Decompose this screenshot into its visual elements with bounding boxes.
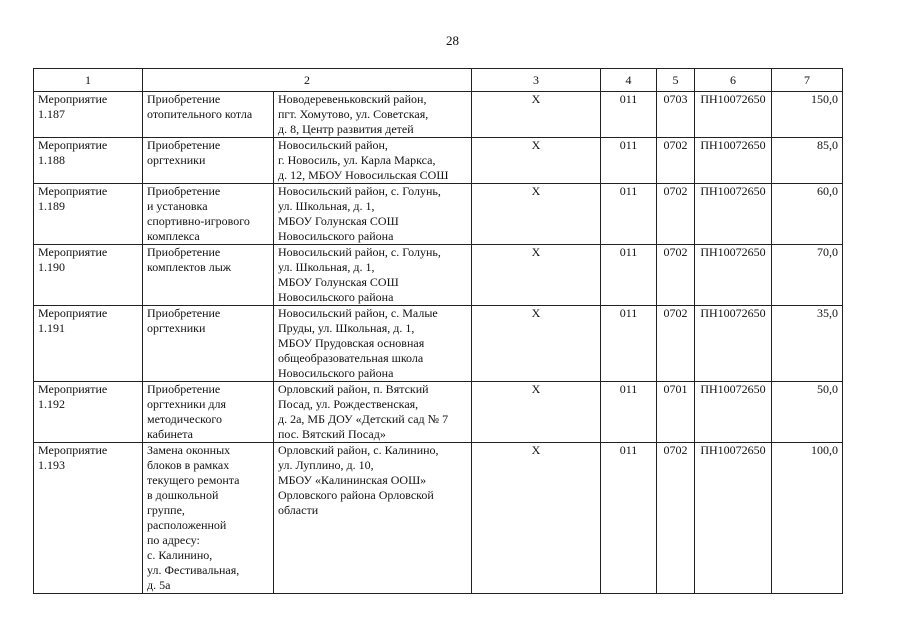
header-col-2: 2 [143, 69, 472, 92]
measure-col-3: Х [472, 245, 601, 306]
measure-col-3: Х [472, 306, 601, 382]
measure-id: Мероприятие 1.187 [34, 92, 143, 138]
measure-col-3: Х [472, 92, 601, 138]
measure-col-5: 0702 [657, 138, 695, 184]
measure-amount: 50,0 [772, 382, 843, 443]
measures-table [33, 68, 843, 594]
measure-name: Приобретение оргтехники [143, 306, 274, 382]
measure-col-5: 0701 [657, 382, 695, 443]
table-row [34, 306, 843, 382]
measure-col-6: ПН10072650 [695, 245, 772, 306]
measure-id: Мероприятие 1.188 [34, 138, 143, 184]
measure-col-6: ПН10072650 [695, 306, 772, 382]
table-row [34, 382, 843, 443]
measure-col-3: Х [472, 138, 601, 184]
measure-address: Орловский район, п. Вятский Посад, ул. Рождественская, д. 2а, МБ ДОУ «Детский сад № 7 пос. Вятский Посад» [274, 382, 472, 443]
measure-id: Мероприятие 1.190 [34, 245, 143, 306]
measure-col-4: 011 [601, 245, 657, 306]
measure-amount: 70,0 [772, 245, 843, 306]
page-number: 28 [446, 33, 459, 48]
header-col-3: 3 [472, 69, 601, 92]
measure-name: Приобретение оргтехники для методического кабинета [143, 382, 274, 443]
header-row [34, 69, 843, 92]
measure-col-3: Х [472, 382, 601, 443]
measure-name: Приобретение отопительного котла [143, 92, 274, 138]
measure-col-3: Х [472, 443, 601, 594]
measure-col-5: 0702 [657, 443, 695, 594]
measure-col-6: ПН10072650 [695, 184, 772, 245]
measure-col-5: 0702 [657, 245, 695, 306]
header-col-5: 5 [657, 69, 695, 92]
measure-col-4: 011 [601, 306, 657, 382]
measure-name: Приобретение и установка спортивно-игрового комплекса [143, 184, 274, 245]
header-col-1: 1 [34, 69, 143, 92]
measure-amount: 150,0 [772, 92, 843, 138]
measure-id: Мероприятие 1.193 [34, 443, 143, 594]
header-col-6: 6 [695, 69, 772, 92]
measure-col-4: 011 [601, 92, 657, 138]
measure-name: Приобретение комплектов лыж [143, 245, 274, 306]
measure-col-3: Х [472, 184, 601, 245]
measure-amount: 100,0 [772, 443, 843, 594]
measure-col-4: 011 [601, 138, 657, 184]
measure-name: Замена оконных блоков в рамках текущего ремонта в дошкольной группе, расположенной по адресу: с. Калинино, ул. Фестивальная, д. 5а [143, 443, 274, 594]
measure-amount: 60,0 [772, 184, 843, 245]
table-row [34, 443, 843, 594]
measure-col-4: 011 [601, 382, 657, 443]
measure-col-4: 011 [601, 184, 657, 245]
measure-address: Новосильский район, с. Голунь, ул. Школьная, д. 1, МБОУ Голунская СОШ Новосильского района [274, 184, 472, 245]
measure-amount: 85,0 [772, 138, 843, 184]
measure-col-5: 0702 [657, 306, 695, 382]
measure-address: Орловский район, с. Калинино, ул. Луплино, д. 10, МБОУ «Калининская ООШ» Орловского района Орловской области [274, 443, 472, 594]
measure-id: Мероприятие 1.191 [34, 306, 143, 382]
measure-id: Мероприятие 1.192 [34, 382, 143, 443]
measure-col-6: ПН10072650 [695, 443, 772, 594]
table-row [34, 138, 843, 184]
measure-col-6: ПН10072650 [695, 382, 772, 443]
table-row [34, 92, 843, 138]
table-row [34, 245, 843, 306]
measure-amount: 35,0 [772, 306, 843, 382]
measure-address: Новосильский район, с. Малые Пруды, ул. Школьная, д. 1, МБОУ Прудовская основная общеобразовательная школа Новосильского района [274, 306, 472, 382]
table-row [34, 184, 843, 245]
measure-address: Новодеревеньковский район, пгт. Хомутово, ул. Советская, д. 8, Центр развития детей [274, 92, 472, 138]
measure-address: Новосильский район, г. Новосиль, ул. Карла Маркса, д. 12, МБОУ Новосильская СОШ [274, 138, 472, 184]
measure-col-4: 011 [601, 443, 657, 594]
measure-col-6: ПН10072650 [695, 138, 772, 184]
measure-col-5: 0703 [657, 92, 695, 138]
measure-name: Приобретение оргтехники [143, 138, 274, 184]
header-col-4: 4 [601, 69, 657, 92]
header-col-7: 7 [772, 69, 843, 92]
measure-col-5: 0702 [657, 184, 695, 245]
measure-address: Новосильский район, с. Голунь, ул. Школьная, д. 1, МБОУ Голунская СОШ Новосильского района [274, 245, 472, 306]
measure-col-6: ПН10072650 [695, 92, 772, 138]
measure-id: Мероприятие 1.189 [34, 184, 143, 245]
